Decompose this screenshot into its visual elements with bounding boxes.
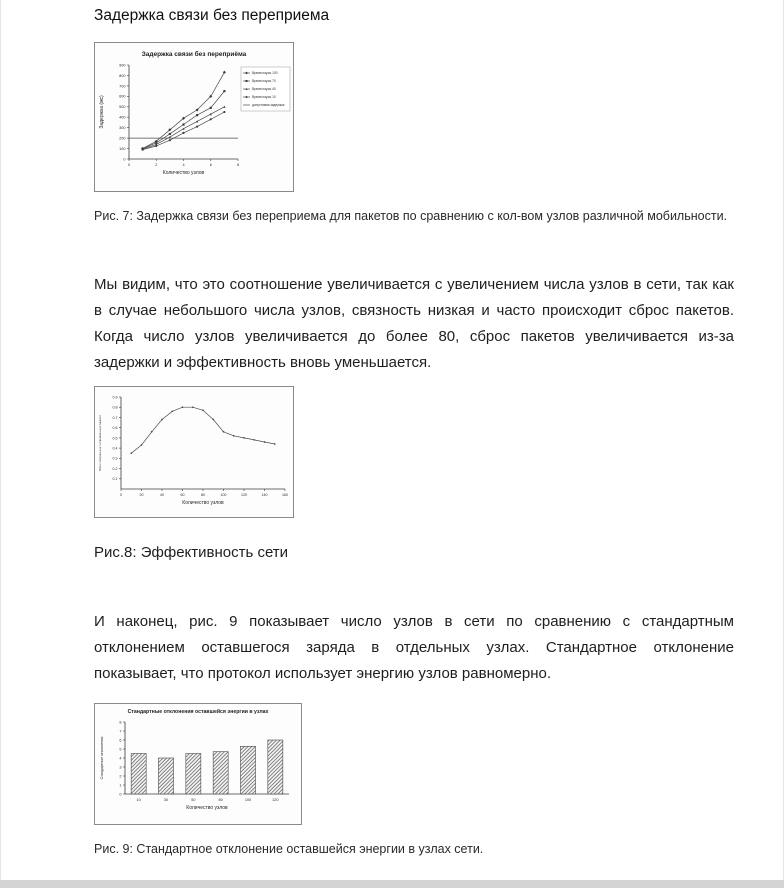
series-marker [169, 139, 171, 141]
series-marker [274, 443, 276, 445]
legend-label: Время паузы 70 [252, 79, 276, 84]
x-tick-label: 2 [155, 163, 158, 167]
legend-label: допустимая задержка [252, 103, 285, 108]
series-marker [223, 111, 225, 113]
x-tick-label: 60 [180, 493, 185, 497]
y-tick-label: 4 [119, 756, 122, 761]
y-tick-label: 6 [119, 738, 122, 743]
series-marker [182, 132, 184, 134]
y-tick-label: 3 [119, 765, 122, 770]
y-tick-label: 700 [119, 84, 126, 89]
x-tick-label: 120 [241, 493, 247, 497]
figure-8-caption: Рис.8: Эффективность сети [94, 544, 289, 561]
series-marker [169, 133, 171, 135]
y-tick-label: 500 [119, 105, 126, 110]
series-marker [196, 126, 198, 128]
figure-9-deviation-chart [94, 703, 302, 825]
y-axis-label: Стандартные отклонения [100, 736, 104, 780]
x-axis-label: Количество узлов [162, 170, 205, 176]
x-tick-label: 4 [182, 163, 185, 167]
y-tick-label: 400 [119, 115, 126, 120]
y-tick-label: 0.4 [112, 446, 118, 451]
series-marker [192, 406, 194, 408]
legend-label: Время паузы 10 [252, 95, 276, 100]
x-axis-label: Количество узлов [182, 500, 224, 506]
bar [186, 754, 201, 795]
x-tick-label: 80 [218, 798, 223, 802]
y-tick-label: 0.3 [112, 456, 118, 461]
y-tick-label: 0 [123, 157, 126, 162]
x-tick-label: 6 [209, 163, 212, 167]
y-axis-label: Задержка (мс) [99, 95, 105, 129]
series-marker [182, 406, 184, 408]
x-tick-label: 100 [244, 798, 252, 802]
series-marker [196, 114, 198, 116]
y-tick-label: 300 [119, 126, 126, 131]
series-marker [253, 439, 255, 441]
paragraph-deviation: И наконец, рис. 9 показывает число узлов в сети по сравнению с стандартным отклонением оставшегося заряда в отдельных узлах. Стандартное отклонение показывает, что протокол использует энергию узлов равномерно. [94, 613, 734, 682]
x-tick-label: 8 [236, 163, 240, 167]
y-tick-label: 100 [119, 146, 126, 151]
series-marker [155, 145, 157, 147]
fig7-chart-svg [95, 43, 293, 191]
y-tick-label: 900 [119, 63, 126, 68]
y-tick-label: 600 [119, 94, 126, 99]
series-marker [246, 96, 248, 98]
y-tick-label: 7 [119, 729, 122, 734]
series-line [143, 72, 225, 148]
series-line [131, 407, 274, 453]
x-tick-label: 0 [120, 493, 122, 497]
chart-title: Задержка связи без переприёма [141, 51, 247, 58]
fig9-chart-svg [95, 704, 301, 824]
legend-label: Время паузы 100 [252, 71, 278, 76]
paragraph-efficiency: Мы видим, что это соотношение увеличивается с увеличением числа узлов в сети, так как в случае небольшого числа узлов, связность низкая и часто происходит сброс пакетов. Когда число узлов увеличивается до более 80, сброс пакетов увеличивается из-за задержки и эффективность вновь уменьшается. [94, 276, 734, 371]
y-tick-label: 0.6 [112, 426, 118, 431]
bar [131, 754, 146, 795]
section-heading: Задержка связи без переприема [94, 7, 330, 24]
bar [158, 758, 173, 794]
y-tick-label: 200 [119, 136, 126, 141]
series-marker [210, 107, 212, 109]
series-marker [246, 80, 248, 82]
bar [268, 740, 283, 794]
y-tick-label: 0.7 [112, 415, 118, 420]
y-axis-label: Всего полученных / отправленных пакетов [98, 415, 102, 471]
y-tick-label: 8 [119, 720, 122, 725]
series-marker [223, 90, 225, 92]
x-tick-label: 40 [160, 493, 164, 497]
chart-title: Стандартные отклонения оставшейся энергии в узлах [127, 709, 269, 715]
y-tick-label: 0.9 [112, 395, 118, 400]
y-tick-label: 0.1 [112, 477, 118, 482]
series-marker [142, 149, 144, 151]
y-tick-label: 0.2 [112, 466, 118, 471]
legend-label: Время паузы 40 [252, 87, 276, 92]
series-line [143, 91, 225, 149]
figure-8-efficiency-chart [94, 386, 294, 518]
fig8-chart-svg [95, 387, 293, 517]
y-tick-label: 0.5 [112, 436, 118, 441]
x-tick-label: 10 [136, 798, 141, 802]
x-tick-label: 140 [261, 493, 268, 497]
figure-7-caption: Рис. 7: Задержка связи без переприема для пакетов по сравнению с кол-вом узлов различной мобильности. [94, 209, 728, 223]
y-tick-label: 0 [119, 792, 122, 797]
y-tick-label: 5 [119, 747, 122, 752]
page-bottom-edge [0, 880, 784, 888]
x-axis-label: Количество узлов [186, 805, 228, 811]
series-marker [223, 71, 226, 74]
y-tick-label: 800 [119, 73, 126, 78]
series-marker [223, 106, 225, 108]
bar [240, 746, 255, 794]
x-tick-label: 0 [127, 163, 131, 167]
series-marker [264, 441, 266, 443]
x-tick-label: 100 [220, 493, 227, 497]
figure-7-delay-chart [94, 42, 294, 192]
y-tick-label: 0.8 [112, 405, 118, 410]
y-tick-label: 1 [119, 783, 122, 788]
x-tick-label: 120 [272, 798, 279, 802]
series-marker [182, 123, 184, 125]
x-tick-label: 160 [282, 493, 288, 497]
figure-9-caption: Рис. 9: Стандартное отклонение оставшейся энергии в узлах сети. [94, 842, 484, 856]
x-tick-label: 80 [201, 493, 205, 497]
series-marker [210, 118, 212, 120]
bar [213, 752, 228, 794]
x-tick-label: 50 [191, 798, 196, 802]
y-tick-label: 2 [119, 774, 122, 779]
x-tick-label: 20 [139, 493, 144, 497]
series-marker [243, 437, 245, 439]
x-tick-label: 30 [163, 798, 169, 802]
